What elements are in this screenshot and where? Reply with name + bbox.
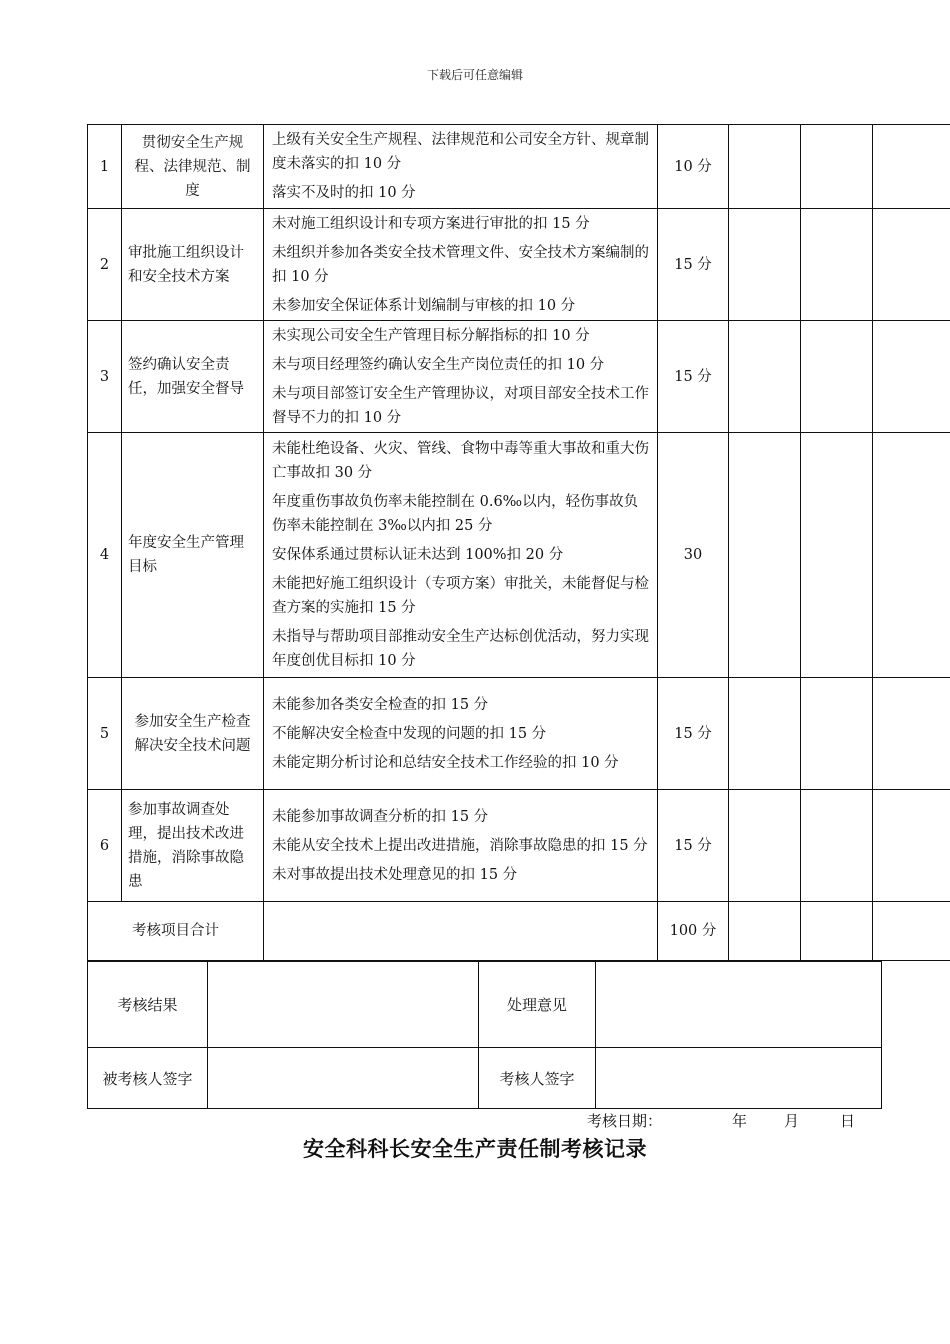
deduction-standards (264, 125, 658, 209)
blank-cell (729, 678, 801, 790)
blank-cell (729, 321, 801, 433)
standard-line: 未实现公司安全生产管理目标分解指标的扣 10 分 (272, 327, 590, 344)
assessment-item: 年度安全生产管理目标 (122, 433, 264, 678)
standard-line: 未与项目部签订安全生产管理协议，对项目部安全技术工作督导不力的扣 10 分 (272, 385, 649, 426)
standard-line: 上级有关安全生产规程、法律规范和公司安全方针、规章制度未落实的扣 10 分 (272, 132, 649, 172)
row-number: 6 (88, 790, 122, 902)
deduction-standards (264, 678, 658, 790)
assessment-item: 参加事故调查处理，提出技术改进措施，消除事故隐患 (122, 790, 264, 902)
score-cell: 15 分 (658, 790, 729, 902)
row-number: 2 (88, 209, 122, 321)
examinee-sign-label: 被考核人签字 (88, 1048, 208, 1109)
standard-line: 未能参加事故调查分析的扣 15 分 (272, 808, 489, 825)
standard-line: 未指导与帮助项目部推动安全生产达标创优活动，努力实现年度创优目标扣 10 分 (272, 629, 649, 669)
assessment-item: 审批施工组织设计和安全技术方案 (122, 209, 264, 321)
blank-cell (729, 902, 801, 961)
blank-cell (801, 902, 873, 961)
standard-line: 安保体系通过贯标认证未达到 100%扣 20 分 (272, 547, 564, 563)
blank-cell (729, 209, 801, 321)
blank-cell (729, 433, 801, 678)
blank-cell (801, 321, 873, 433)
total-score: 100 分 (658, 902, 729, 961)
standard-line: 不能解决安全检查中发现的问题的扣 15 分 (272, 725, 547, 742)
result-field[interactable] (208, 962, 479, 1048)
table-row (88, 433, 950, 678)
blank-cell (801, 433, 873, 678)
blank-cell (801, 125, 873, 209)
score-cell: 30 (658, 433, 729, 678)
assessment-date (587, 1110, 855, 1131)
table-row (88, 321, 950, 433)
blank-cell (873, 125, 950, 209)
result-row (88, 962, 882, 1048)
date-month: 月 (784, 1112, 800, 1130)
row-number: 5 (88, 678, 122, 790)
standard-line: 未组织并参加各类安全技术管理文件、安全技术方案编制的扣 10 分 (272, 244, 649, 285)
table-row (88, 209, 950, 321)
row-number: 1 (88, 125, 122, 209)
table-row (88, 125, 950, 209)
deduction-standards (264, 433, 658, 678)
examinee-sign-field[interactable] (208, 1048, 479, 1109)
score-cell: 15 分 (658, 321, 729, 433)
blank-cell (801, 790, 873, 902)
blank-cell (873, 678, 950, 790)
signature-row (88, 1048, 882, 1109)
examiner-sign-label: 考核人签字 (479, 1048, 596, 1109)
row-number: 4 (88, 433, 122, 678)
blank-cell (873, 902, 950, 961)
blank-cell (873, 790, 950, 902)
standard-line: 未对事故提出技术处理意见的扣 15 分 (272, 866, 518, 883)
deduction-standards (264, 321, 658, 433)
date-day: 日 (840, 1112, 856, 1130)
blank-cell (801, 209, 873, 321)
table-row (88, 678, 950, 790)
standard-line: 年度重伤事故负伤率未能控制在 0.6‰以内，轻伤事故负伤率未能控制在 3‰以内扣 25 分 (272, 494, 639, 534)
assessment-item: 参加安全生产检查解决安全技术问题 (122, 678, 264, 790)
opinion-label: 处理意见 (479, 962, 596, 1048)
opinion-field[interactable] (596, 962, 882, 1048)
blank-cell (801, 678, 873, 790)
assessment-item: 签约确认安全责任，加强安全督导 (122, 321, 264, 433)
blank-cell (873, 321, 950, 433)
score-cell: 10 分 (658, 125, 729, 209)
standard-line: 未参加安全保证体系计划编制与审核的扣 10 分 (272, 297, 576, 314)
blank-cell (264, 902, 658, 961)
result-table (87, 961, 882, 1109)
standard-line: 未与项目经理签约确认安全生产岗位责任的扣 10 分 (272, 356, 605, 373)
blank-cell (873, 209, 950, 321)
date-year: 年 (732, 1112, 748, 1130)
deduction-standards (264, 790, 658, 902)
blank-cell (873, 433, 950, 678)
total-row (88, 902, 950, 961)
assessment-item: 贯彻安全生产规程、法律规范、制度 (122, 125, 264, 209)
examiner-sign-field[interactable] (596, 1048, 882, 1109)
score-cell: 15 分 (658, 678, 729, 790)
table-row (88, 790, 950, 902)
standard-line: 未能定期分析讨论和总结安全技术工作经验的扣 10 分 (272, 754, 619, 771)
standard-line: 未能从安全技术上提出改进措施，消除事故隐患的扣 15 分 (272, 837, 648, 854)
standard-line: 未能把好施工组织设计（专项方案）审批关，未能督促与检查方案的实施扣 15 分 (272, 576, 649, 616)
row-number: 3 (88, 321, 122, 433)
score-cell: 15 分 (658, 209, 729, 321)
result-label: 考核结果 (88, 962, 208, 1048)
document-title: 安全科科长安全生产责任制考核记录 (303, 1137, 647, 1161)
blank-cell (729, 790, 801, 902)
standard-line: 未能杜绝设备、火灾、管线、食物中毒等重大事故和重大伤亡事故扣 30 分 (272, 441, 649, 481)
standard-line: 未对施工组织设计和专项方案进行审批的扣 15 分 (272, 215, 590, 232)
assessment-table (87, 124, 950, 961)
page-header-note: 下载后可任意编辑 (426, 68, 523, 82)
blank-cell (729, 125, 801, 209)
standard-line: 未能参加各类安全检查的扣 15 分 (272, 696, 489, 713)
total-label: 考核项目合计 (88, 902, 264, 961)
date-label: 考核日期： (587, 1112, 663, 1130)
standard-line: 落实不及时的扣 10 分 (272, 185, 416, 201)
deduction-standards (264, 209, 658, 321)
